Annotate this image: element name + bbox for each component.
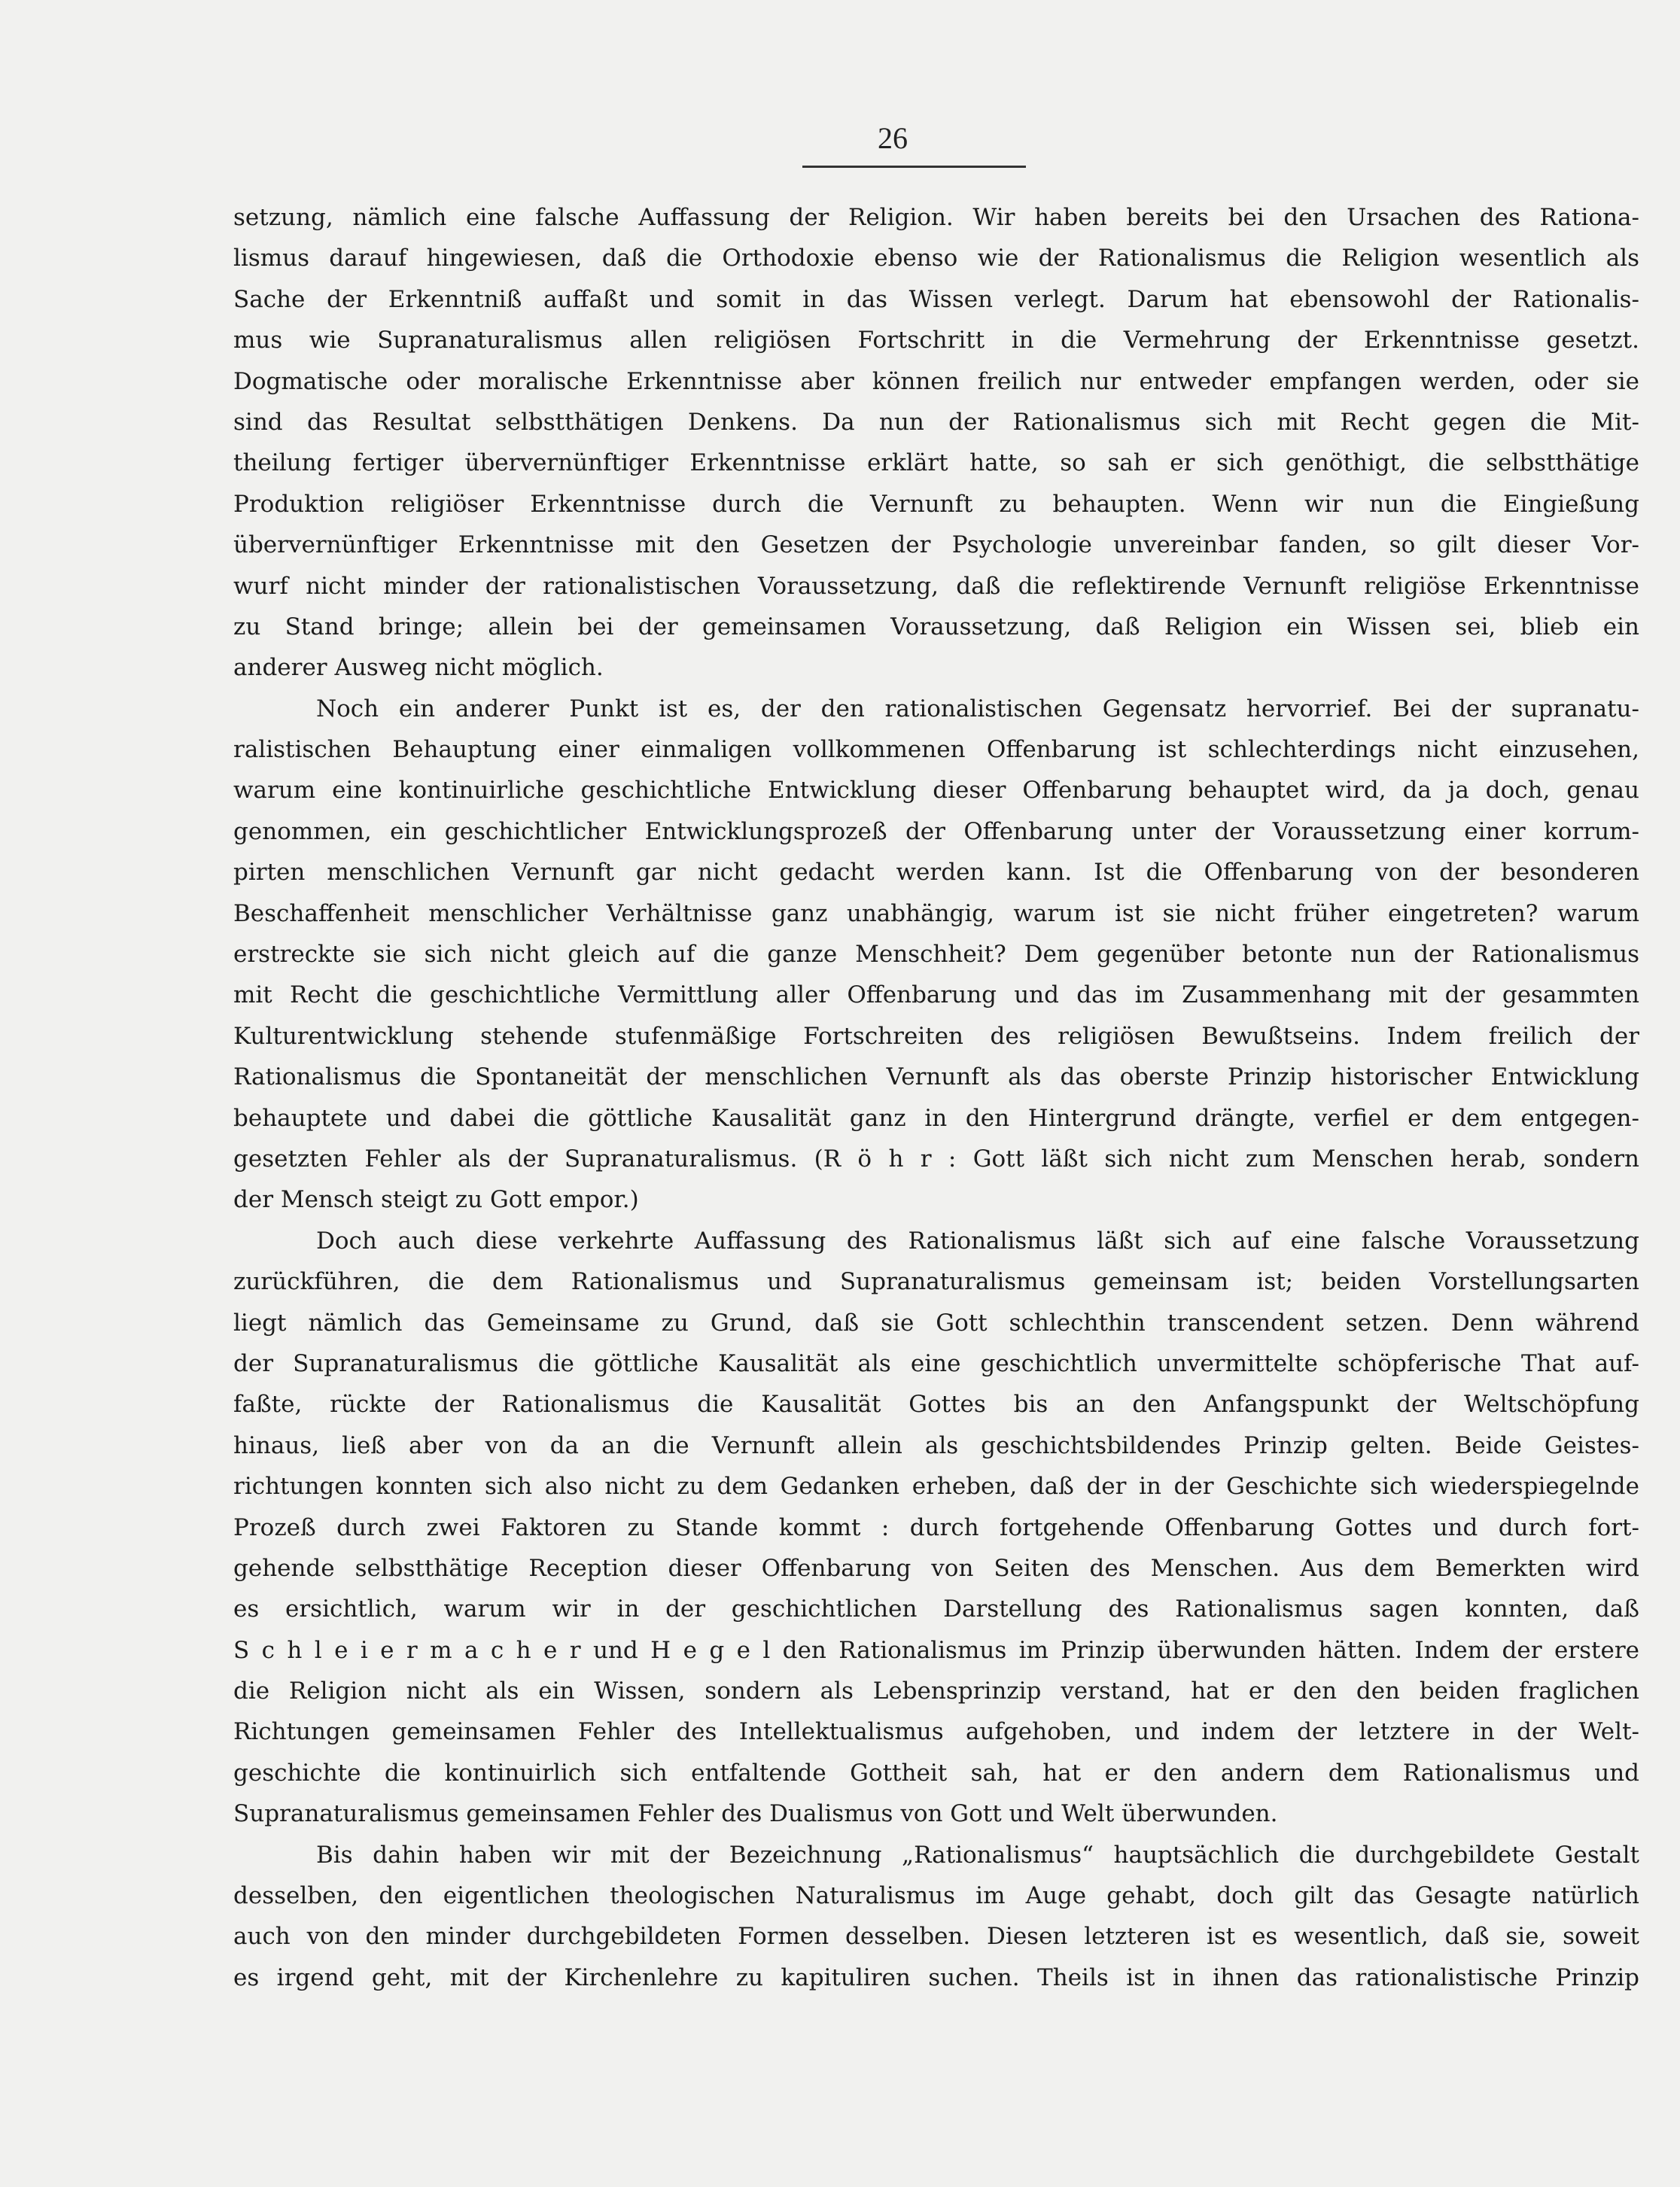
text-line: sind das Resultat selbstthätigen Denkens. Da nun der Rationalismus sich mit Recht gegen die Mit- [233, 408, 1639, 436]
text-line: auch von den minder durchgebildeten Formen desselben. Diesen letzteren ist es wesentlich, daß sie, soweit [233, 1923, 1639, 1951]
text-line: Beschaffenheit menschlicher Verhältnisse ganz unabhängig, warum ist sie nicht früher eingetreten? warum [233, 899, 1639, 927]
text-line: es irgend geht, mit der Kirchenlehre zu kapituliren suchen. Theils ist in ihnen das rationalistische Prinzip [233, 1963, 1639, 1991]
text-line: warum eine kontinuirliche geschichtliche Entwicklung dieser Offenbarung behauptet wird, da ja doch, genau [233, 777, 1639, 805]
text-line: Doch auch diese verkehrte Auffassung des Rationalismus läßt sich auf eine falsche Voraussetzung [316, 1227, 1639, 1255]
text-line: wurf nicht minder der rationalistischen Voraussetzung, daß die reflektirende Vernunft religiöse Erkenntnisse [233, 572, 1639, 600]
page-number: 26 [878, 121, 908, 155]
text-line: es ersichtlich, warum wir in der geschichtlichen Darstellung des Rationalismus sagen konnten, daß [233, 1595, 1639, 1623]
text-line: die Religion nicht als ein Wissen, sondern als Lebensprinzip verstand, hat er den den beiden fraglichen [233, 1678, 1639, 1705]
text-line: liegt nämlich das Gemeinsame zu Grund, daß sie Gott schlechthin transcendent setzen. Denn während [233, 1309, 1639, 1337]
text-line: faßte, rückte der Rationalismus die Kausalität Gottes bis an den Anfangspunkt der Weltschöpfung [233, 1391, 1639, 1419]
text-line: Noch ein anderer Punkt ist es, der den rationalistischen Gegensatz hervorrief. Bei der supranatu- [316, 695, 1639, 722]
text-line: ralistischen Behauptung einer einmaligen vollkommenen Offenbarung ist schlechterdings nicht einzusehen, [233, 736, 1639, 764]
header-rule [802, 166, 1026, 168]
text-line: Rationalismus die Spontaneität der menschlichen Vernunft als das oberste Prinzip historischer Entwicklung [233, 1063, 1639, 1091]
text-line: gehende selbstthätige Reception dieser Offenbarung von Seiten des Menschen. Aus dem Bemerkten wird [233, 1554, 1639, 1582]
text-line: mus wie Supranaturalismus allen religiösen Fortschritt in die Vermehrung der Erkenntnisse gesetzt. [233, 327, 1639, 354]
text-line: gesetzten Fehler als der Supranaturalismus. (R ö h r : Gott läßt sich nicht zum Menschen herab, sondern [233, 1145, 1639, 1173]
text-line: zu Stand bringe; allein bei der gemeinsamen Voraussetzung, daß Religion ein Wissen sei, blieb ein [233, 613, 1639, 640]
text-line: S c h l e i e r m a c h e r und H e g e l den Rationalismus im Prinzip überwunden hätten. Indem der erstere [233, 1636, 1639, 1664]
text-line: Richtungen gemeinsamen Fehler des Intellektualismus aufgehoben, und indem der letztere in der Welt- [233, 1718, 1639, 1746]
text-line: der Mensch steigt zu Gott empor.) [233, 1186, 639, 1214]
text-line: Prozeß durch zwei Faktoren zu Stande kommt : durch fortgehende Offenbarung Gottes und durch fort- [233, 1513, 1639, 1541]
text-line: lismus darauf hingewiesen, daß die Orthodoxie ebenso wie der Rationalismus die Religion wesentlich als [233, 245, 1639, 272]
text-line: pirten menschlichen Vernunft gar nicht gedacht werden kann. Ist die Offenbarung von der besonderen [233, 859, 1639, 887]
body-text [233, 197, 1639, 1998]
text-line: Dogmatische oder moralische Erkenntnisse aber können freilich nur entweder empfangen werden, oder sie [233, 367, 1639, 395]
text-line: genommen, ein geschichtlicher Entwicklungsprozeß der Offenbarung unter der Voraussetzung einer korrum- [233, 817, 1639, 845]
text-line: geschichte die kontinuirlich sich entfaltende Gottheit sah, hat er den andern dem Rationalismus und [233, 1759, 1639, 1787]
text-line: hinaus, ließ aber von da an die Vernunft allein als geschichtsbildendes Prinzip gelten. Beide Geistes- [233, 1431, 1639, 1459]
text-line: zurückführen, die dem Rationalismus und Supranaturalismus gemeinsam ist; beiden Vorstellungsarten [233, 1268, 1639, 1296]
text-line: der Supranaturalismus die göttliche Kausalität als eine geschichtlich unvermittelte schöpferische That auf- [233, 1349, 1639, 1377]
text-line: Produktion religiöser Erkenntnisse durch die Vernunft zu behaupten. Wenn wir nun die Eingießung [233, 490, 1639, 518]
text-line: anderer Ausweg nicht möglich. [233, 654, 604, 682]
text-line: Bis dahin haben wir mit der Bezeichnung „Rationalismus“ hauptsächlich die durchgebildete Gestalt [316, 1841, 1639, 1869]
text-line: Sache der Erkenntniß auffaßt und somit in das Wissen verlegt. Darum hat ebensowohl der Rationalis- [233, 285, 1639, 313]
text-line: erstreckte sie sich nicht gleich auf die ganze Menschheit? Dem gegenüber betonte nun der Rationalismus [233, 941, 1639, 969]
text-line: Kulturentwicklung stehende stufenmäßige Fortschreiten des religiösen Bewußtseins. Indem freilich der [233, 1022, 1639, 1050]
text-line: theilung fertiger übervernünftiger Erkenntnisse erklärt hatte, so sah er sich genöthigt, die selbstthätige [233, 449, 1639, 477]
text-line: setzung, nämlich eine falsche Auffassung der Religion. Wir haben bereits bei den Ursachen des Rationa- [233, 204, 1639, 231]
text-line: Supranaturalismus gemeinsamen Fehler des Dualismus von Gott und Welt überwunden. [233, 1800, 1278, 1828]
text-line: richtungen konnten sich also nicht zu dem Gedanken erheben, daß der in der Geschichte sich wiederspiegelnde [233, 1473, 1639, 1501]
text-line: desselben, den eigentlichen theologischen Naturalismus im Auge gehabt, doch gilt das Gesagte natürlich [233, 1882, 1639, 1910]
text-line: mit Recht die geschichtliche Vermittlung aller Offenbarung und das im Zusammenhang mit der gesammten [233, 981, 1639, 1009]
text-line: behauptete und dabei die göttliche Kausalität ganz in den Hintergrund drängte, verfiel er dem entgegen- [233, 1104, 1639, 1132]
text-line: übervernünftiger Erkenntnisse mit den Gesetzen der Psychologie unvereinbar fanden, so gilt dieser Vor- [233, 531, 1639, 559]
